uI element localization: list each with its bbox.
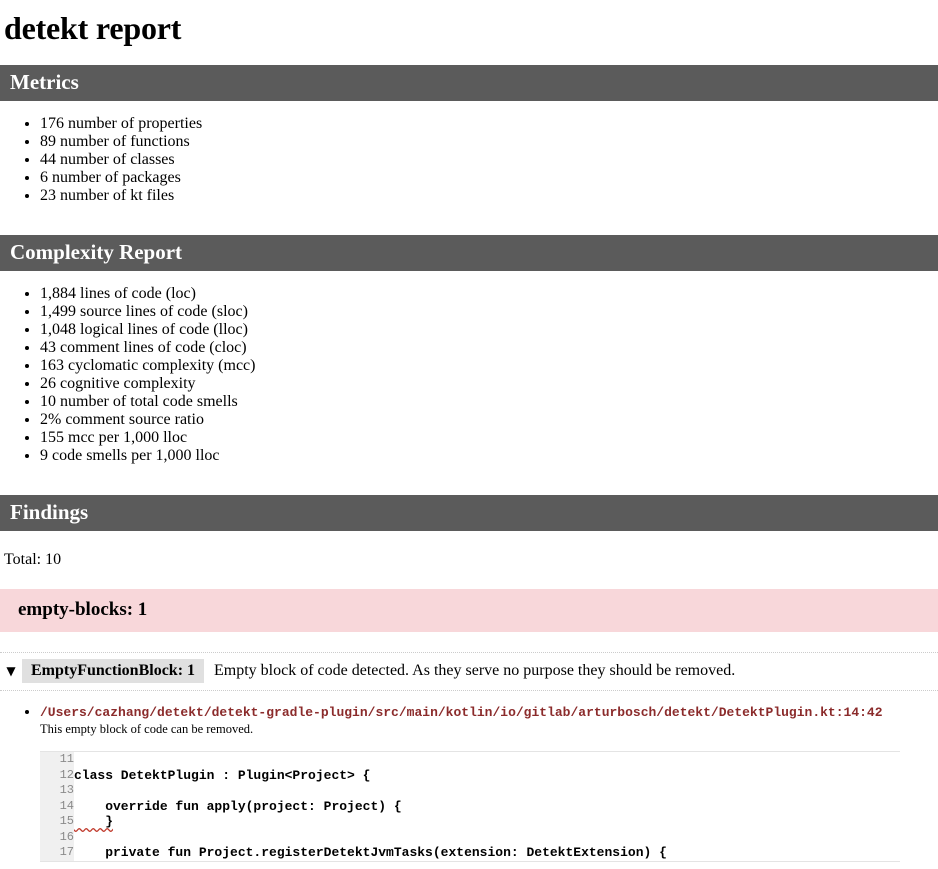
finding-file-path[interactable]: • /Users/cazhang/detekt/detekt-gradle-plugin/src/main/kotlin/io/gitlab/arturbosch/detekt/DetektPlugin.kt:14:42 xyxy=(40,705,883,720)
section-header-complexity: Complexity Report xyxy=(0,235,938,271)
list-item: • 163 cyclomatic complexity (mcc) xyxy=(40,357,938,375)
ruleset-banner-empty-blocks: empty-blocks: 1 xyxy=(0,589,938,632)
code-snippet xyxy=(40,751,900,862)
list-item: • 1,048 logical lines of code (lloc) xyxy=(40,321,938,339)
list-item: • 2% comment source ratio xyxy=(40,411,938,429)
code-line xyxy=(74,814,667,830)
finding-message: This empty block of code can be removed. xyxy=(40,722,254,736)
line-number: 13 xyxy=(40,783,74,799)
code-line-text: override fun apply(project: Project) { xyxy=(74,798,402,814)
list-item: • 23 number of kt files xyxy=(40,187,938,205)
table-row xyxy=(40,752,667,768)
table-row xyxy=(40,768,667,784)
list-item: • 1,499 source lines of code (sloc) xyxy=(40,303,938,321)
code-line: class DetektPlugin : Plugin<Project> { xyxy=(74,767,371,783)
line-number: 12 xyxy=(40,768,74,784)
list-item: • 176 number of properties xyxy=(40,115,938,133)
line-number: 14 xyxy=(40,799,74,815)
list-item: • 43 comment lines of code (cloc) xyxy=(40,339,938,357)
page-title: detekt report xyxy=(4,10,182,46)
report-page xyxy=(0,10,938,862)
code-line xyxy=(74,830,667,846)
list-item: • 6 number of packages xyxy=(40,169,938,187)
code-line xyxy=(74,783,667,799)
list-item: • 10 number of total code smells xyxy=(40,393,938,411)
rule-badge: EmptyFunctionBlock: 1 xyxy=(22,659,204,683)
finding-list xyxy=(0,703,938,737)
rule-row-emptyfunctionblock[interactable] xyxy=(0,652,938,691)
table-row xyxy=(40,783,667,799)
list-item: • 89 number of functions xyxy=(40,133,938,151)
findings-total: Total: 10 xyxy=(4,551,62,568)
line-number: 11 xyxy=(40,752,74,768)
rule-description: Empty block of code detected. As they serve no purpose they should be removed. xyxy=(214,662,736,679)
line-number: 16 xyxy=(40,830,74,846)
section-header-metrics: Metrics xyxy=(0,65,938,101)
list-item xyxy=(40,703,938,737)
table-row xyxy=(40,814,667,830)
code-line xyxy=(74,799,667,815)
code-line: private fun Project.registerDetektJvmTasks(extension: DetektExtension) { xyxy=(74,845,667,860)
list-item: • 26 cognitive complexity xyxy=(40,375,938,393)
line-number: 15 xyxy=(40,814,74,830)
line-number: 17 xyxy=(40,845,74,861)
list-item: • 9 code smells per 1,000 lloc xyxy=(40,447,938,465)
code-line xyxy=(74,752,667,768)
table-row xyxy=(40,845,667,861)
table-row xyxy=(40,799,667,815)
list-item: • 44 number of classes xyxy=(40,151,938,169)
code-line-text: } xyxy=(74,814,114,829)
list-item: • 155 mcc per 1,000 lloc xyxy=(40,429,938,447)
list-item: • 1,884 lines of code (loc) xyxy=(40,285,938,303)
section-header-findings: Findings xyxy=(0,495,938,531)
table-row xyxy=(40,830,667,846)
metrics-list xyxy=(0,115,938,205)
complexity-list xyxy=(0,285,938,465)
chevron-down-icon[interactable]: ▼ xyxy=(6,664,16,678)
code-table xyxy=(40,752,667,861)
